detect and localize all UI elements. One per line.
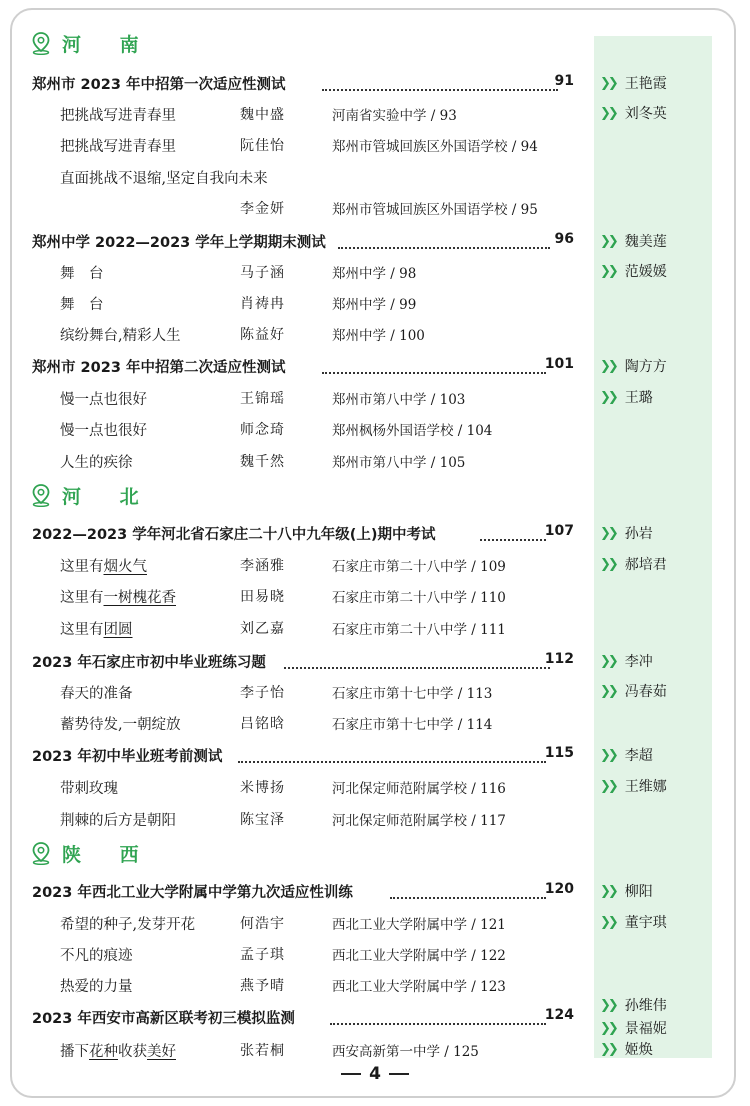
article-school: 郑州中学 / 100 <box>332 328 425 344</box>
test-row <box>0 520 750 546</box>
article-school: 郑州中学 / 98 <box>332 266 417 282</box>
article-title: 蓄势待发,一朝绽放 <box>60 717 181 733</box>
test-page: 112 <box>544 651 574 667</box>
article-school: 石家庄市第二十八中学 / 109 <box>332 559 506 575</box>
article-school: 郑州市管城回族区外国语学校 / 94 <box>332 139 538 155</box>
editor-name: 范媛媛 <box>624 264 667 280</box>
editor-entry <box>600 356 667 376</box>
underlined-phrase: 花种 <box>89 1044 118 1060</box>
article-school: 西北工业大学附属中学 / 122 <box>332 948 506 964</box>
editor-name: 王璐 <box>624 390 653 406</box>
location-pin-icon <box>30 841 52 865</box>
article-title: 希望的种子,发芽开花 <box>60 917 196 933</box>
test-title: 郑州市 2023 年中招第二次适应性测试 <box>32 360 286 376</box>
article-school: 郑州市第八中学 / 105 <box>332 455 466 471</box>
article-school: 西北工业大学附属中学 / 123 <box>332 979 506 995</box>
double-chevron-icon: ❯❯ <box>600 105 616 121</box>
double-chevron-icon: ❯❯ <box>600 653 616 669</box>
double-chevron-icon: ❯❯ <box>600 883 616 899</box>
double-chevron-icon: ❯❯ <box>600 525 616 541</box>
double-chevron-icon: ❯❯ <box>600 914 616 930</box>
article-school: 石家庄市第二十八中学 / 110 <box>332 590 506 606</box>
editor-entry <box>600 745 653 765</box>
article-school: 郑州中学 / 99 <box>332 297 417 313</box>
test-page: 101 <box>544 356 574 372</box>
editor-row <box>0 992 750 1014</box>
article-author: 孟子琪 <box>240 947 285 963</box>
underlined-phrase: 美好 <box>147 1044 176 1060</box>
double-chevron-icon: ❯❯ <box>600 747 616 763</box>
double-chevron-icon: ❯❯ <box>600 683 616 699</box>
test-page: 107 <box>544 523 574 539</box>
editor-name: 景福妮 <box>624 1021 667 1037</box>
article-author: 魏千然 <box>240 454 285 470</box>
leader-dots <box>322 73 558 91</box>
editor-entry <box>600 103 667 123</box>
leader-dots <box>480 523 546 541</box>
editor-name: 郝培君 <box>624 557 667 573</box>
article-author: 魏中盛 <box>240 107 285 123</box>
article-author: 陈益好 <box>240 327 285 343</box>
test-page: 96 <box>554 231 574 247</box>
leader-dots <box>284 651 550 669</box>
leader-dots <box>322 356 546 374</box>
article-title: 慢一点也很好 <box>60 392 147 408</box>
editor-entry <box>600 681 667 701</box>
article-title: 荆棘的后方是朝阳 <box>60 813 176 829</box>
editor-name: 李超 <box>624 748 653 764</box>
article-title: 舞 台 <box>60 297 104 313</box>
editor-name: 刘冬英 <box>624 106 667 122</box>
article-author: 刘乙嘉 <box>240 621 285 637</box>
article-row <box>0 909 750 935</box>
article-school: 石家庄市第十七中学 / 114 <box>332 717 493 733</box>
double-chevron-icon: ❯❯ <box>600 263 616 279</box>
article-school: 西安高新第一中学 / 125 <box>332 1044 479 1060</box>
article-title: 把挑战写进青春里 <box>60 108 176 124</box>
test-title: 郑州中学 2022—2023 学年上学期期末测试 <box>32 235 326 251</box>
editor-entry <box>600 651 653 671</box>
article-school: 河北保定师范附属学校 / 116 <box>332 781 506 797</box>
double-chevron-icon: ❯❯ <box>600 778 616 794</box>
editor-name: 董宇琪 <box>624 915 667 931</box>
editor-entry <box>600 1018 667 1038</box>
test-title: 2023 年初中毕业班考前测试 <box>32 749 223 765</box>
editor-entry <box>600 387 653 407</box>
article-row <box>0 320 750 346</box>
test-row <box>0 878 750 904</box>
region-name: 河 南 <box>62 33 155 56</box>
double-chevron-icon: ❯❯ <box>600 1041 616 1057</box>
editor-name: 魏美莲 <box>624 234 667 250</box>
underlined-phrase: 团圆 <box>103 622 133 638</box>
article-author: 何浩宇 <box>240 916 285 932</box>
page-number-value: 4 <box>369 1064 381 1084</box>
article-author: 吕铭晗 <box>240 716 285 732</box>
editor-name: 陶方方 <box>624 359 667 375</box>
article-title: 这里有团圆 <box>60 622 133 638</box>
double-chevron-icon: ❯❯ <box>600 1020 616 1036</box>
article-school: 郑州市第八中学 / 103 <box>332 392 466 408</box>
test-row <box>0 648 750 674</box>
double-chevron-icon: ❯❯ <box>600 997 616 1013</box>
article-row <box>0 709 750 735</box>
test-page: 124 <box>544 1007 574 1023</box>
region-name: 河 北 <box>62 485 155 508</box>
article-row <box>0 1036 750 1062</box>
article-title: 慢一点也很好 <box>60 423 147 439</box>
article-row <box>0 100 750 126</box>
test-page: 115 <box>544 745 574 761</box>
editor-entry <box>600 776 667 796</box>
double-chevron-icon: ❯❯ <box>600 389 616 405</box>
double-chevron-icon: ❯❯ <box>600 358 616 374</box>
page-number <box>0 1064 750 1084</box>
leader-dots <box>238 745 546 763</box>
leader-dots <box>390 881 546 899</box>
article-row <box>0 289 750 315</box>
article-title: 春天的准备 <box>60 686 133 702</box>
editor-entry <box>600 881 653 901</box>
editor-entry <box>600 231 667 251</box>
article-title: 把挑战写进青春里 <box>60 139 176 155</box>
article-title: 直面挑战不退缩,坚定自我向未来 <box>60 171 268 187</box>
article-school: 河北保定师范附属学校 / 117 <box>332 813 506 829</box>
article-author: 陈宝泽 <box>240 812 285 828</box>
editor-entry <box>600 995 667 1015</box>
test-page: 91 <box>554 73 574 89</box>
article-row <box>0 384 750 410</box>
editor-name: 王维娜 <box>624 779 667 795</box>
article-school: 石家庄市第二十八中学 / 111 <box>332 622 506 638</box>
page-number-dash <box>389 1073 409 1075</box>
editor-entry <box>600 261 667 281</box>
article-author: 阮佳怡 <box>240 138 285 154</box>
test-row <box>0 228 750 254</box>
article-row <box>0 163 750 189</box>
article-author: 肖祷冉 <box>240 296 285 312</box>
article-title: 人生的疾徐 <box>60 455 133 471</box>
page-number-dash <box>341 1073 361 1075</box>
article-title: 不凡的痕迹 <box>60 948 133 964</box>
article-author: 李金妍 <box>240 201 285 217</box>
editor-entry <box>600 523 653 543</box>
article-row <box>0 194 750 220</box>
underlined-phrase: 一树槐花香 <box>103 590 176 606</box>
article-school: 郑州市管城回族区外国语学校 / 95 <box>332 202 538 218</box>
article-school: 石家庄市第十七中学 / 113 <box>332 686 493 702</box>
editor-name: 孙岩 <box>624 526 653 542</box>
double-chevron-icon: ❯❯ <box>600 75 616 91</box>
article-author: 马子涵 <box>240 265 285 281</box>
location-pin-icon <box>30 483 52 507</box>
editor-entry <box>600 912 667 932</box>
editor-name: 冯春茹 <box>624 684 667 700</box>
editor-name: 柳阳 <box>624 884 653 900</box>
editor-name: 李冲 <box>624 654 653 670</box>
editor-name: 王艳霞 <box>624 76 667 92</box>
test-title: 2023 年西安市高新区联考初三模拟监测 <box>32 1011 295 1027</box>
test-page: 120 <box>544 881 574 897</box>
region-name: 陕 西 <box>62 843 155 866</box>
leader-dots <box>338 231 550 249</box>
article-row <box>0 258 750 284</box>
article-row <box>0 805 750 831</box>
editor-name: 姬焕 <box>624 1042 653 1058</box>
region-header-henan <box>30 28 155 58</box>
article-author: 米博扬 <box>240 780 285 796</box>
location-pin-icon <box>30 31 52 55</box>
test-row <box>0 70 750 96</box>
editor-name: 孙维伟 <box>624 998 667 1014</box>
underlined-phrase: 烟火气 <box>103 559 147 575</box>
article-row <box>0 614 750 640</box>
article-row <box>0 131 750 157</box>
article-row <box>0 582 750 608</box>
region-header-shaanxi <box>30 838 155 868</box>
article-title: 舞 台 <box>60 266 104 282</box>
article-row <box>0 678 750 704</box>
editor-entry <box>600 554 667 574</box>
article-author: 李子怡 <box>240 685 285 701</box>
test-row <box>0 742 750 768</box>
editor-entry <box>600 73 667 93</box>
article-title: 热爱的力量 <box>60 979 133 995</box>
test-title: 2023 年西北工业大学附属中学第九次适应性训练 <box>32 885 353 901</box>
article-author: 燕予晴 <box>240 978 285 994</box>
test-title: 2023 年石家庄市初中毕业班练习题 <box>32 655 266 671</box>
article-school: 西北工业大学附属中学 / 121 <box>332 917 506 933</box>
article-author: 师念琦 <box>240 422 285 438</box>
test-title: 2022—2023 学年河北省石家庄二十八中九年级(上)期中考试 <box>32 527 436 543</box>
article-school: 河南省实验中学 / 93 <box>332 108 457 124</box>
article-title: 带刺玫瑰 <box>60 781 118 797</box>
article-row <box>0 773 750 799</box>
article-title: 这里有烟火气 <box>60 559 147 575</box>
double-chevron-icon: ❯❯ <box>600 233 616 249</box>
double-chevron-icon: ❯❯ <box>600 556 616 572</box>
article-author: 王锦瑶 <box>240 391 285 407</box>
article-row <box>0 551 750 577</box>
test-row <box>0 353 750 379</box>
article-school: 郑州枫杨外国语学校 / 104 <box>332 423 493 439</box>
article-author: 田易晓 <box>240 589 285 605</box>
test-title: 郑州市 2023 年中招第一次适应性测试 <box>32 77 286 93</box>
article-title: 这里有一树槐花香 <box>60 590 176 606</box>
article-row <box>0 415 750 441</box>
article-row <box>0 447 750 473</box>
article-author: 李涵雅 <box>240 558 285 574</box>
article-row <box>0 940 750 966</box>
editor-entry <box>600 1039 653 1059</box>
editor-row <box>0 1015 750 1037</box>
article-author: 张若桐 <box>240 1043 285 1059</box>
article-title: 播下花种收获美好 <box>60 1044 176 1060</box>
article-title: 缤纷舞台,精彩人生 <box>60 328 181 344</box>
region-header-hebei <box>30 480 155 510</box>
